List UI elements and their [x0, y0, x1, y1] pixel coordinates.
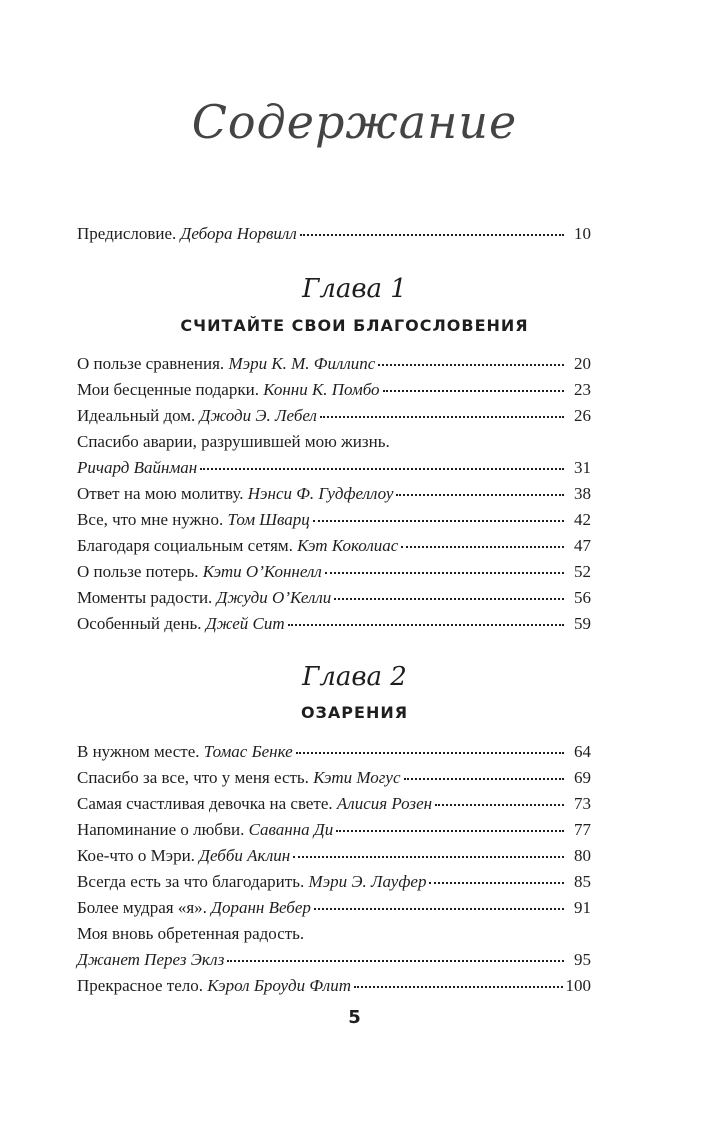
toc-entry[interactable]: [77, 380, 591, 400]
toc-entry[interactable]: [77, 588, 591, 608]
toc-entry[interactable]: [77, 846, 591, 866]
entry-author: Джанет Перез Эклз: [77, 950, 225, 969]
entry-author: Джоди Э. Лебел: [199, 406, 317, 425]
toc-entry[interactable]: [77, 742, 591, 762]
entry-page: 20: [574, 354, 591, 373]
entry-title: О пользе сравнения.: [77, 354, 225, 373]
entry-title: Идеальный дом.: [77, 406, 196, 425]
entry-author: Джуди О’Келли: [216, 588, 332, 607]
toc-entry[interactable]: [77, 820, 591, 840]
toc-entry-preface[interactable]: [77, 224, 591, 244]
entry-author: Мэри Э. Лауфер: [308, 872, 427, 891]
entry-author: Дебби Аклин: [199, 846, 291, 865]
entry-title: Мои бесценные подарки.: [77, 380, 259, 399]
entry-page: 91: [574, 898, 591, 917]
toc-entry-continued[interactable]: [77, 924, 591, 944]
leader-dots: [336, 830, 564, 832]
leader-dots: [325, 572, 564, 574]
entry-title: Всегда есть за что благодарить.: [77, 872, 305, 891]
leader-dots: [334, 598, 564, 600]
entry-page: 56: [574, 588, 591, 607]
toc-entry[interactable]: [77, 768, 591, 788]
entry-page: 47: [574, 536, 591, 555]
entry-title: Моя вновь обретенная радость.: [77, 924, 305, 943]
entry-title: Особенный день.: [77, 614, 202, 633]
entry-author: Алисия Розен: [336, 794, 433, 813]
entry-title: Прекрасное тело.: [77, 976, 203, 995]
entry-page: 38: [574, 484, 591, 503]
entry-page: 64: [574, 742, 591, 761]
entry-page: 52: [574, 562, 591, 581]
entry-page: 69: [574, 768, 591, 787]
entry-page: 23: [574, 380, 591, 399]
chapter-title: СЧИТАЙТЕ СВОИ БЛАГОСЛОВЕНИЯ: [180, 316, 529, 335]
entry-author: Саванна Ди: [248, 820, 334, 839]
entry-page: 95: [574, 950, 591, 969]
toc-entry[interactable]: [77, 562, 591, 582]
toc-entry[interactable]: [77, 406, 591, 426]
entry-page: 73: [574, 794, 591, 813]
chapter-title: ОЗАРЕНИЯ: [300, 703, 409, 722]
toc-entry[interactable]: [77, 976, 591, 996]
entry-author: Нэнси Ф. Гудфеллоу: [247, 484, 394, 503]
entry-author: Ричард Вайнман: [77, 458, 198, 477]
leader-dots: [293, 856, 564, 858]
entry-page: 10: [574, 224, 591, 243]
entry-title: Кое-что о Мэри.: [77, 846, 195, 865]
page-number: 5: [348, 1007, 361, 1028]
leader-dots: [435, 804, 564, 806]
toc-entry[interactable]: [77, 354, 591, 374]
toc-entry[interactable]: [77, 898, 591, 918]
entry-page: 77: [574, 820, 591, 839]
leader-dots: [354, 986, 563, 988]
leader-dots: [200, 468, 564, 470]
entry-page: 80: [574, 846, 591, 865]
entry-title: Предисловие.: [77, 224, 177, 243]
entry-author: Дебора Норвилл: [180, 224, 297, 243]
page-title: Содержание: [191, 95, 518, 149]
leader-dots: [378, 364, 564, 366]
leader-dots: [320, 416, 564, 418]
entry-author: Томас Бенке: [203, 742, 293, 761]
leader-dots: [300, 234, 564, 236]
leader-dots: [383, 390, 564, 392]
entry-title: Моменты радости.: [77, 588, 213, 607]
entry-author: Том Шварц: [227, 510, 310, 529]
entry-title: Спасибо аварии, разрушившей мою жизнь.: [77, 432, 390, 451]
leader-dots: [396, 494, 564, 496]
entry-title: Самая счастливая девочка на свете.: [77, 794, 333, 813]
entry-title: Ответ на мою молитву.: [77, 484, 244, 503]
entry-author: Кэт Коколиас: [297, 536, 399, 555]
leader-dots: [404, 778, 565, 780]
entry-author: Мэри К. М. Филлипс: [228, 354, 376, 373]
entry-author: Кэрол Броуди Флит: [207, 976, 351, 995]
entry-title: В нужном месте.: [77, 742, 200, 761]
leader-dots: [288, 624, 564, 626]
entry-title: Благодаря социальным сетям.: [77, 536, 293, 555]
leader-dots: [429, 882, 564, 884]
toc-entry-continued[interactable]: [77, 432, 591, 452]
toc-entry[interactable]: [77, 614, 591, 634]
toc-entry[interactable]: [77, 872, 591, 892]
entry-page: 85: [574, 872, 591, 891]
leader-dots: [227, 960, 564, 962]
leader-dots: [314, 908, 564, 910]
toc-entry[interactable]: [77, 950, 591, 970]
entry-title: Напоминание о любви.: [77, 820, 245, 839]
toc-entry[interactable]: [77, 794, 591, 814]
entry-author: Джей Сит: [205, 614, 285, 633]
entry-author: Кэти Могус: [313, 768, 401, 787]
entry-page: 42: [574, 510, 591, 529]
entry-title: О пользе потерь.: [77, 562, 199, 581]
chapter-label: Глава 1: [302, 274, 407, 304]
toc-entry[interactable]: [77, 510, 591, 530]
leader-dots: [401, 546, 564, 548]
toc-entry[interactable]: [77, 536, 591, 556]
entry-author: Кэти О’Коннелл: [202, 562, 322, 581]
entry-author: Конни К. Помбо: [263, 380, 380, 399]
leader-dots: [296, 752, 564, 754]
entry-page: 31: [574, 458, 591, 477]
entry-author: Доранн Вебер: [211, 898, 311, 917]
toc-entry[interactable]: [77, 484, 591, 504]
entry-page: 26: [574, 406, 591, 425]
entry-page: 100: [565, 976, 591, 995]
entry-title: Спасибо за все, что у меня есть.: [77, 768, 309, 787]
leader-dots: [313, 520, 564, 522]
entry-page: 59: [574, 614, 591, 633]
toc-entry[interactable]: [77, 458, 591, 478]
chapter-label: Глава 2: [302, 662, 407, 692]
entry-title: Более мудрая «я».: [77, 898, 207, 917]
entry-title: Все, что мне нужно.: [77, 510, 224, 529]
